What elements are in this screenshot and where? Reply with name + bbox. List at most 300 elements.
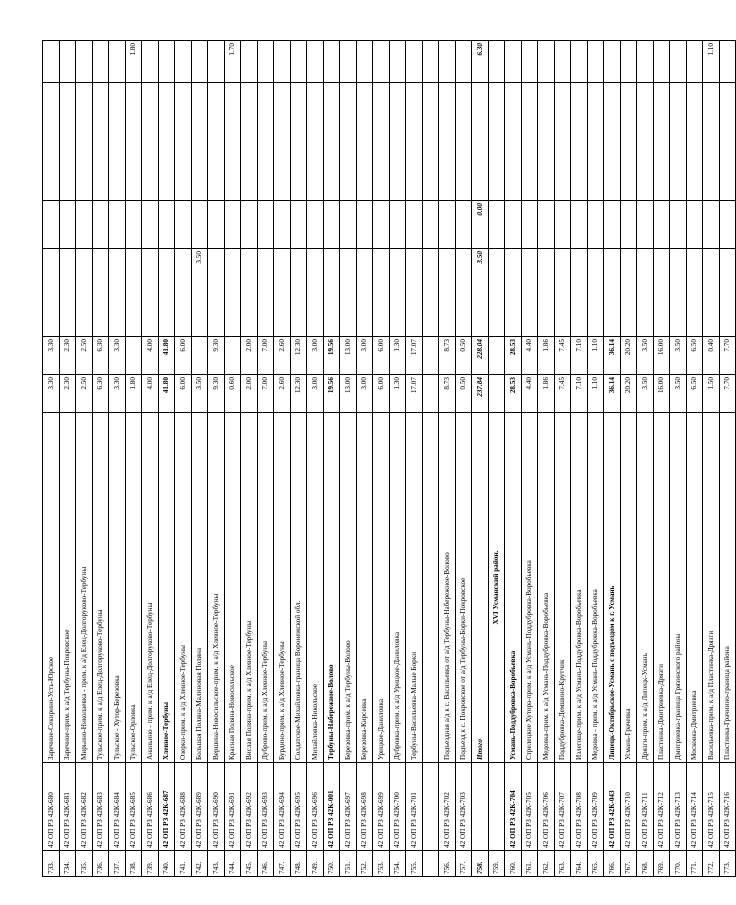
table-row bbox=[224, 41, 241, 877]
road-name: Тульское - Хутор-Березовка bbox=[109, 413, 126, 763]
table-row bbox=[686, 41, 703, 877]
row-number: 765. bbox=[587, 851, 604, 877]
road-code: 42 ОП РЗ 42К-710 bbox=[620, 763, 637, 851]
road-code: 42 ОП РЗ 42К-700 bbox=[389, 763, 406, 851]
table-body bbox=[43, 41, 736, 877]
road-name: Дубровка-прим. к а/д Урицкое-Даниловка bbox=[389, 413, 406, 763]
table-row bbox=[521, 41, 538, 877]
length-col-3 bbox=[538, 201, 555, 249]
length-col-1: 16.00 bbox=[653, 337, 670, 375]
total-length: 8.73 bbox=[439, 375, 456, 413]
row-number: 744. bbox=[224, 851, 241, 877]
total-length: 1.86 bbox=[538, 375, 555, 413]
length-col-2 bbox=[142, 249, 159, 337]
length-col-3 bbox=[109, 201, 126, 249]
length-col-4 bbox=[373, 83, 390, 201]
table-row bbox=[356, 41, 373, 877]
table-row bbox=[604, 41, 621, 877]
length-col-1: 41.80 bbox=[158, 337, 175, 375]
length-col-4 bbox=[538, 83, 555, 201]
length-col-1 bbox=[191, 337, 208, 375]
road-name: Пластинка-Дмитриевка-Дрязги bbox=[653, 413, 670, 763]
road-name: Дрязги-прим. к а/д Липецк-Усмань bbox=[637, 413, 654, 763]
road-code: 42 ОП РЗ 42К-716 bbox=[719, 763, 736, 851]
total-length bbox=[422, 375, 439, 413]
row-number: 757. bbox=[455, 851, 472, 877]
row-number: 753. bbox=[373, 851, 390, 877]
road-code: 42 ОП РЗ 42К-698 bbox=[356, 763, 373, 851]
road-name: Вислая Поляна-прим. к а/д Хлевное-Тербуны bbox=[241, 413, 258, 763]
length-col-5 bbox=[158, 41, 175, 83]
length-col-4 bbox=[703, 83, 720, 201]
total-length: 1.10 bbox=[587, 375, 604, 413]
table-row bbox=[241, 41, 258, 877]
length-col-1 bbox=[422, 337, 439, 375]
total-length: 3.50 bbox=[191, 375, 208, 413]
road-code: 42 ОП РЗ 42К-705 bbox=[521, 763, 538, 851]
table-row bbox=[92, 41, 109, 877]
length-col-2 bbox=[125, 249, 142, 337]
length-col-2 bbox=[488, 249, 505, 337]
road-name: Тульское-прим. к а/д Елец-Долгоруково-Тербуны bbox=[92, 413, 109, 763]
length-col-1: 228.04 bbox=[472, 337, 489, 375]
road-name: Вершина-Новосильское-прим. к а/д Хлевное-Тербуны bbox=[208, 413, 225, 763]
row-number: 762. bbox=[538, 851, 555, 877]
table-row bbox=[59, 41, 76, 877]
table-row bbox=[505, 41, 522, 877]
table-row bbox=[554, 41, 571, 877]
length-col-3 bbox=[521, 201, 538, 249]
length-col-5 bbox=[109, 41, 126, 83]
road-code: 42 ОП РЗ 42К-697 bbox=[340, 763, 357, 851]
length-col-5 bbox=[554, 41, 571, 83]
road-code: 42 ОП РЗ 42К-689 bbox=[191, 763, 208, 851]
road-code: 42 ОП РЗ 42К-684 bbox=[109, 763, 126, 851]
total-length: 3.30 bbox=[109, 375, 126, 413]
length-col-4 bbox=[604, 83, 621, 201]
road-name: Подъезд к с. Покровское от а/д Тербуны-Борки-Покровское bbox=[455, 413, 472, 763]
road-code bbox=[472, 763, 489, 851]
length-col-3 bbox=[719, 201, 736, 249]
length-col-5 bbox=[521, 41, 538, 83]
total-length: 4.00 bbox=[142, 375, 159, 413]
road-code: 42 ОП РЗ 42К-690 bbox=[208, 763, 225, 851]
length-col-5 bbox=[356, 41, 373, 83]
road-name: Михайловка-Никольское bbox=[307, 413, 324, 763]
length-col-1: 2.50 bbox=[76, 337, 93, 375]
row-number: 734. bbox=[59, 851, 76, 877]
length-col-2 bbox=[175, 249, 192, 337]
road-name: Озерки-прим. к а/д Хлевное-Тербуны bbox=[175, 413, 192, 763]
length-col-3 bbox=[76, 201, 93, 249]
length-col-5 bbox=[323, 41, 340, 83]
length-col-2 bbox=[290, 249, 307, 337]
length-col-4 bbox=[356, 83, 373, 201]
road-code: 42 ОП РЗ 42К-686 bbox=[142, 763, 159, 851]
length-col-5 bbox=[488, 41, 505, 83]
length-col-3 bbox=[356, 201, 373, 249]
length-col-4 bbox=[620, 83, 637, 201]
length-col-3 bbox=[125, 201, 142, 249]
road-name: Усмань-Поддубровка-Воробьевка bbox=[505, 413, 522, 763]
road-code: 42 ОП РЗ 42К-707 bbox=[554, 763, 571, 851]
length-col-1: 6.00 bbox=[175, 337, 192, 375]
length-col-5 bbox=[389, 41, 406, 83]
length-col-3 bbox=[274, 201, 291, 249]
road-name: Медовка-прим. к а/д Усмань-Поддубровка-Воробьевка bbox=[538, 413, 555, 763]
road-code: 42 ОП РЗ 42К-694 bbox=[274, 763, 291, 851]
total-length: 7.10 bbox=[571, 375, 588, 413]
total-length: 7.45 bbox=[554, 375, 571, 413]
length-col-4 bbox=[637, 83, 654, 201]
length-col-3 bbox=[92, 201, 109, 249]
length-col-2 bbox=[323, 249, 340, 337]
length-col-5 bbox=[670, 41, 687, 83]
length-col-3 bbox=[422, 201, 439, 249]
length-col-1: 1.10 bbox=[587, 337, 604, 375]
table-row bbox=[587, 41, 604, 877]
length-col-5 bbox=[571, 41, 588, 83]
length-col-1: 19.56 bbox=[323, 337, 340, 375]
length-col-1: 6.50 bbox=[686, 337, 703, 375]
road-code: 42 ОП РЗ 42К-709 bbox=[587, 763, 604, 851]
length-col-1: 6.00 bbox=[373, 337, 390, 375]
table-row bbox=[389, 41, 406, 877]
length-col-1: 1.30 bbox=[389, 337, 406, 375]
length-col-5 bbox=[686, 41, 703, 83]
length-col-4 bbox=[158, 83, 175, 201]
road-name: Тербуны-Набережное-Волово bbox=[323, 413, 340, 763]
total-length: 6.30 bbox=[92, 375, 109, 413]
length-col-5 bbox=[406, 41, 423, 83]
row-number: 740. bbox=[158, 851, 175, 877]
road-name: Березовка-Кирсевка bbox=[356, 413, 373, 763]
length-col-2 bbox=[637, 249, 654, 337]
road-name: Заречное-Секирино-Усть-Юрское bbox=[43, 413, 60, 763]
length-col-4 bbox=[142, 83, 159, 201]
table-row bbox=[472, 41, 489, 877]
row-number: 733. bbox=[43, 851, 60, 877]
length-col-4 bbox=[208, 83, 225, 201]
length-col-4 bbox=[274, 83, 291, 201]
row-number: 743. bbox=[208, 851, 225, 877]
length-col-2 bbox=[406, 249, 423, 337]
length-col-5 bbox=[538, 41, 555, 83]
length-col-3 bbox=[670, 201, 687, 249]
length-col-2 bbox=[554, 249, 571, 337]
length-col-4 bbox=[175, 83, 192, 201]
table-row bbox=[109, 41, 126, 877]
row-number: 738. bbox=[125, 851, 142, 877]
length-col-5 bbox=[719, 41, 736, 83]
row-number: 755. bbox=[406, 851, 423, 877]
row-number: 750. bbox=[323, 851, 340, 877]
length-col-1 bbox=[224, 337, 241, 375]
row-number: 756. bbox=[439, 851, 456, 877]
length-col-1: 1.86 bbox=[538, 337, 555, 375]
total-length bbox=[488, 375, 505, 413]
length-col-5 bbox=[76, 41, 93, 83]
length-col-1: 7.45 bbox=[554, 337, 571, 375]
length-col-2 bbox=[422, 249, 439, 337]
row-number: 759. bbox=[488, 851, 505, 877]
length-col-4 bbox=[191, 83, 208, 201]
total-length: 19.56 bbox=[323, 375, 340, 413]
length-col-1: 20.20 bbox=[620, 337, 637, 375]
length-col-5 bbox=[257, 41, 274, 83]
road-code: 42 ОП РЗ 42К-682 bbox=[76, 763, 93, 851]
length-col-2 bbox=[686, 249, 703, 337]
length-col-3 bbox=[373, 201, 390, 249]
row-number: 773. bbox=[719, 851, 736, 877]
row-number: 745. bbox=[241, 851, 258, 877]
length-col-3: 0.00 bbox=[472, 201, 489, 249]
length-col-5 bbox=[274, 41, 291, 83]
length-col-2 bbox=[439, 249, 456, 337]
row-number: 747. bbox=[274, 851, 291, 877]
length-col-2 bbox=[505, 249, 522, 337]
length-col-1: 2.00 bbox=[241, 337, 258, 375]
length-col-3 bbox=[686, 201, 703, 249]
length-col-5 bbox=[59, 41, 76, 83]
table-row bbox=[571, 41, 588, 877]
total-length: 17.07 bbox=[406, 375, 423, 413]
length-col-5 bbox=[505, 41, 522, 83]
row-number: 741. bbox=[175, 851, 192, 877]
road-name: Липецк-Октябрьское-Усмань с подъездом к г. Усмань bbox=[604, 413, 621, 763]
road-name: Хлевное-Тербуны bbox=[158, 413, 175, 763]
road-code: 42 ОП РЗ 42К-712 bbox=[653, 763, 670, 851]
length-col-3 bbox=[208, 201, 225, 249]
length-col-5 bbox=[439, 41, 456, 83]
length-col-3 bbox=[439, 201, 456, 249]
table-row bbox=[274, 41, 291, 877]
length-col-1: 3.50 bbox=[637, 337, 654, 375]
road-code: 42 ОП РЗ 42К-001 bbox=[323, 763, 340, 851]
road-code: 42 ОП РЗ 42К-695 bbox=[290, 763, 307, 851]
row-number bbox=[422, 851, 439, 877]
length-col-4 bbox=[59, 83, 76, 201]
length-col-1: 17.07 bbox=[406, 337, 423, 375]
road-code: 42 ОП РЗ 42К-680 bbox=[43, 763, 60, 851]
length-col-1: 7.10 bbox=[571, 337, 588, 375]
length-col-1 bbox=[125, 337, 142, 375]
road-code: 42 ОП РЗ 42К-692 bbox=[241, 763, 258, 851]
length-col-2 bbox=[587, 249, 604, 337]
road-name: Ананьино - прим. к а/д Елец-Долгоруково-Тербуны bbox=[142, 413, 159, 763]
road-name: Подъездная а/д к с. Васильевка от а/д Тербуны-Набережное-Волово bbox=[439, 413, 456, 763]
length-col-2 bbox=[356, 249, 373, 337]
length-col-5 bbox=[455, 41, 472, 83]
total-length: 12.30 bbox=[290, 375, 307, 413]
length-col-1: 3.30 bbox=[109, 337, 126, 375]
length-col-1: 36.14 bbox=[604, 337, 621, 375]
total-length: 3.50 bbox=[637, 375, 654, 413]
road-name: Тульское-Орловка bbox=[125, 413, 142, 763]
table-row bbox=[538, 41, 555, 877]
length-col-1: 3.30 bbox=[43, 337, 60, 375]
length-col-3 bbox=[175, 201, 192, 249]
road-name: Красная Поляна-Новосильское bbox=[224, 413, 241, 763]
length-col-3 bbox=[158, 201, 175, 249]
row-number: 764. bbox=[571, 851, 588, 877]
length-col-4 bbox=[257, 83, 274, 201]
table-row bbox=[191, 41, 208, 877]
row-number: 760. bbox=[505, 851, 522, 877]
length-col-1: 12.30 bbox=[290, 337, 307, 375]
length-col-4 bbox=[224, 83, 241, 201]
length-col-5: 1.10 bbox=[703, 41, 720, 83]
length-col-3 bbox=[703, 201, 720, 249]
row-number: 763. bbox=[554, 851, 571, 877]
length-col-2 bbox=[257, 249, 274, 337]
length-col-4 bbox=[323, 83, 340, 201]
length-col-2 bbox=[92, 249, 109, 337]
row-number: 768. bbox=[637, 851, 654, 877]
total-length: 0.50 bbox=[455, 375, 472, 413]
length-col-3 bbox=[604, 201, 621, 249]
length-col-2 bbox=[373, 249, 390, 337]
table-row bbox=[653, 41, 670, 877]
length-col-4 bbox=[422, 83, 439, 201]
length-col-4 bbox=[439, 83, 456, 201]
length-col-1: 3.50 bbox=[670, 337, 687, 375]
length-col-3 bbox=[620, 201, 637, 249]
total-length: 3.50 bbox=[670, 375, 687, 413]
total-length: 6.50 bbox=[686, 375, 703, 413]
length-col-5 bbox=[653, 41, 670, 83]
length-col-3 bbox=[505, 201, 522, 249]
road-name: Дуброво-прим. к а/д Хлевное-Тербуны bbox=[257, 413, 274, 763]
length-col-1 bbox=[488, 337, 505, 375]
length-col-1: 7.00 bbox=[257, 337, 274, 375]
row-number: 758. bbox=[472, 851, 489, 877]
table-row bbox=[373, 41, 390, 877]
total-length: 2.30 bbox=[59, 375, 76, 413]
total-length: 1.50 bbox=[703, 375, 720, 413]
table-row bbox=[340, 41, 357, 877]
total-length: 6.00 bbox=[175, 375, 192, 413]
length-col-5 bbox=[340, 41, 357, 83]
length-col-4 bbox=[340, 83, 357, 201]
road-code: 42 ОП РЗ 42К-681 bbox=[59, 763, 76, 851]
total-length: 1.30 bbox=[389, 375, 406, 413]
total-length: 41.80 bbox=[158, 375, 175, 413]
length-col-3 bbox=[455, 201, 472, 249]
length-col-3 bbox=[142, 201, 159, 249]
road-name: Васильевка-прим. к а/д Пластинка-Дрязги bbox=[703, 413, 720, 763]
road-code: 42 ОП РЗ 42К-715 bbox=[703, 763, 720, 851]
length-col-5 bbox=[290, 41, 307, 83]
length-col-3 bbox=[554, 201, 571, 249]
length-col-4 bbox=[554, 83, 571, 201]
length-col-2 bbox=[208, 249, 225, 337]
length-col-2 bbox=[274, 249, 291, 337]
length-col-2 bbox=[653, 249, 670, 337]
total-length: 9.30 bbox=[208, 375, 225, 413]
length-col-5: 1.80 bbox=[125, 41, 142, 83]
length-col-2 bbox=[521, 249, 538, 337]
road-name: Пластинка-Грачиино-граница района bbox=[719, 413, 736, 763]
table-row bbox=[455, 41, 472, 877]
table-row bbox=[125, 41, 142, 877]
row-number: 737. bbox=[109, 851, 126, 877]
total-length: 28.53 bbox=[505, 375, 522, 413]
table-row bbox=[43, 41, 60, 877]
road-name: Итого bbox=[472, 413, 489, 763]
length-col-4 bbox=[92, 83, 109, 201]
length-col-3 bbox=[43, 201, 60, 249]
road-name: Солдатское-Михайловка-граница Воронежской обл. bbox=[290, 413, 307, 763]
table-row bbox=[422, 41, 439, 877]
table-row bbox=[670, 41, 687, 877]
road-code: 42 ОП РЗ 42К-701 bbox=[406, 763, 423, 851]
length-col-1: 0.40 bbox=[703, 337, 720, 375]
row-number: 746. bbox=[257, 851, 274, 877]
length-col-2 bbox=[43, 249, 60, 337]
length-col-1: 3.00 bbox=[356, 337, 373, 375]
length-col-2 bbox=[604, 249, 621, 337]
road-code: 42 ОП РЗ 42К-713 bbox=[670, 763, 687, 851]
table-row bbox=[637, 41, 654, 877]
row-number: 735. bbox=[76, 851, 93, 877]
length-col-5 bbox=[604, 41, 621, 83]
road-name: Мирьино-Николаевка - прим. к а/д Елец-Долгоруково-Тербуны bbox=[76, 413, 93, 763]
row-number: 742. bbox=[191, 851, 208, 877]
row-number: 770. bbox=[670, 851, 687, 877]
length-col-3 bbox=[241, 201, 258, 249]
length-col-4 bbox=[389, 83, 406, 201]
road-name: Заречное-прим. к а/д Тербуны-Покровское bbox=[59, 413, 76, 763]
road-code: 42 ОП РЗ 42К-711 bbox=[637, 763, 654, 851]
length-col-3 bbox=[323, 201, 340, 249]
row-number: 769. bbox=[653, 851, 670, 877]
length-col-1: 13.00 bbox=[340, 337, 357, 375]
length-col-5 bbox=[241, 41, 258, 83]
road-code: 42 ОП РЗ 42К-696 bbox=[307, 763, 324, 851]
length-col-5 bbox=[587, 41, 604, 83]
length-col-2 bbox=[389, 249, 406, 337]
total-length: 0.60 bbox=[224, 375, 241, 413]
length-col-5 bbox=[191, 41, 208, 83]
total-length: 3.00 bbox=[356, 375, 373, 413]
length-col-2 bbox=[703, 249, 720, 337]
length-col-3 bbox=[637, 201, 654, 249]
table-row bbox=[257, 41, 274, 877]
table-row bbox=[307, 41, 324, 877]
length-col-1: 4.40 bbox=[521, 337, 538, 375]
road-code: 42 ОП РЗ 42К-714 bbox=[686, 763, 703, 851]
row-number: 749. bbox=[307, 851, 324, 877]
road-name: Бурдино-прим. к а/д Хлевное-Тербуны bbox=[274, 413, 291, 763]
length-col-2 bbox=[719, 249, 736, 337]
length-col-2 bbox=[340, 249, 357, 337]
length-col-1: 3.00 bbox=[307, 337, 324, 375]
road-code: 42 ОП РЗ 42К-683 bbox=[92, 763, 109, 851]
length-col-4 bbox=[455, 83, 472, 201]
row-number: 751. bbox=[340, 851, 357, 877]
length-col-4 bbox=[587, 83, 604, 201]
length-col-4 bbox=[488, 83, 505, 201]
total-length: 3.30 bbox=[43, 375, 60, 413]
total-length: 2.60 bbox=[274, 375, 291, 413]
total-length: 2.00 bbox=[241, 375, 258, 413]
length-col-4 bbox=[125, 83, 142, 201]
road-code: 42 ОП РЗ 42К-702 bbox=[439, 763, 456, 851]
table-row bbox=[323, 41, 340, 877]
length-col-1: 4.00 bbox=[142, 337, 159, 375]
length-col-2 bbox=[620, 249, 637, 337]
